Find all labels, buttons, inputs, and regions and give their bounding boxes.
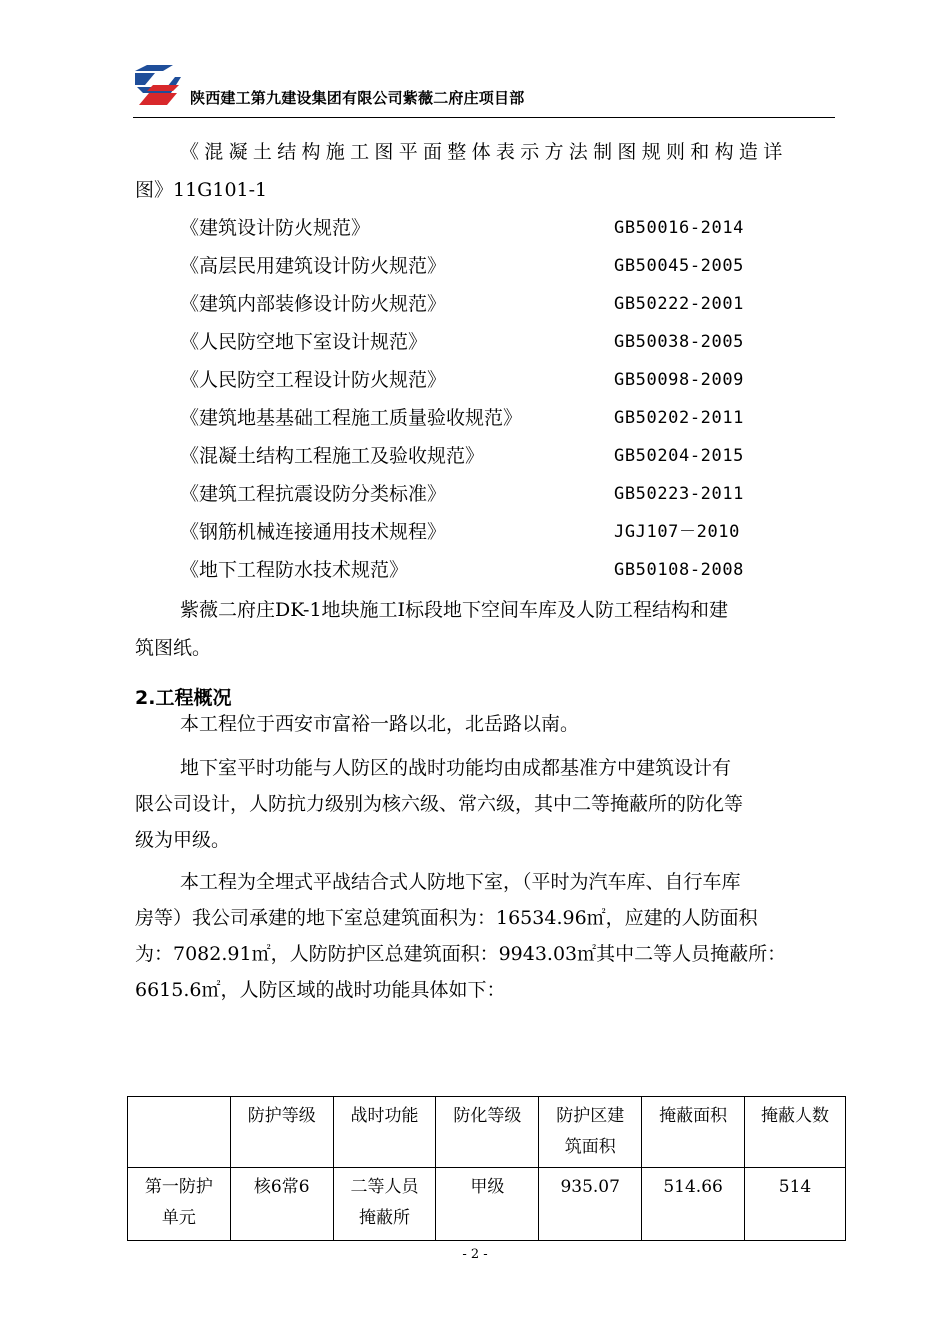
section-heading: 2.工程概况 [135, 687, 232, 709]
reference-title: 《混凝土结构工程施工及验收规范》 [180, 445, 485, 467]
reference-intro-line1: 《混凝土结构施工图平面整体表示方法制图规则和构造详 [180, 141, 788, 163]
drawings-line2: 筑图纸。 [135, 637, 212, 659]
cell-unit-l2: 单元 [161, 1208, 196, 1228]
page-header [133, 63, 833, 117]
reference-code: JGJ107－2010 [614, 522, 740, 542]
reference-title: 《建筑工程抗震设防分类标准》 [180, 483, 447, 505]
paragraph-design-line2: 限公司设计，人防抗力级别为核六级、常六级，其中二等掩蔽所的防化等 [135, 793, 744, 815]
cell-grade: 核6常6 [230, 1168, 333, 1241]
reference-code: GB50204-2015 [614, 446, 745, 466]
paragraph-location: 本工程位于西安市富裕一路以北，北岳路以南。 [180, 713, 580, 735]
header-cell-wartime-function: 战时功能 [333, 1097, 436, 1168]
header-cell-empty [128, 1097, 231, 1168]
reference-title: 《钢筋机械连接通用技术规程》 [180, 521, 447, 543]
reference-code: GB50202-2011 [614, 408, 745, 428]
reference-intro-line2: 图》11G101-1 [135, 179, 268, 201]
reference-title: 《高层民用建筑设计防火规范》 [180, 255, 447, 277]
cell-people: 514 [745, 1168, 846, 1241]
reference-code: GB50222-2001 [614, 294, 745, 314]
reference-code: GB50045-2005 [614, 256, 745, 276]
drawings-line1: 紫薇二府庄DK-1地块施工I标段地下空间车库及人防工程结构和建 [180, 599, 729, 621]
reference-code: GB50108-2008 [614, 560, 745, 580]
paragraph-area-line4: 6615.6㎡，人防区域的战时功能具体如下： [135, 979, 506, 1001]
company-logo-icon [133, 63, 183, 107]
reference-code: GB50223-2011 [614, 484, 745, 504]
reference-title: 《人民防空工程设计防火规范》 [180, 369, 447, 391]
paragraph-area-line3: 为：7082.91㎡，人防防护区总建筑面积：9943.03㎡其中二等人员掩蔽所： [135, 943, 787, 965]
reference-title: 《建筑设计防火规范》 [180, 217, 371, 239]
header-divider [133, 117, 835, 118]
cell-function [333, 1168, 436, 1241]
civil-defense-table [127, 1096, 846, 1241]
table-row [128, 1168, 846, 1241]
reference-title: 《人民防空地下室设计规范》 [180, 331, 428, 353]
paragraph-area-line2: 房等）我公司承建的地下室总建筑面积为：16534.96㎡，应建的人防面积 [135, 907, 758, 929]
paragraph-area-line1: 本工程为全埋式平战结合式人防地下室，（平时为汽车库、自行车库 [180, 871, 741, 893]
cell-function-l2: 掩蔽所 [359, 1208, 411, 1228]
reference-code: GB50016-2014 [614, 218, 745, 238]
company-name: 陕西建工第九建设集团有限公司紫薇二府庄项目部 [190, 89, 525, 107]
reference-code: GB50038-2005 [614, 332, 745, 352]
header-cell-chem-grade: 防化等级 [436, 1097, 539, 1168]
reference-title: 《建筑地基基础工程施工质量验收规范》 [180, 407, 523, 429]
header-cell-protected-area-l1: 防护区建 [556, 1106, 625, 1126]
table-header-row [128, 1097, 846, 1168]
reference-title: 《建筑内部装修设计防火规范》 [180, 293, 447, 315]
paragraph-design-line1: 地下室平时功能与人防区的战时功能均由成都基准方中建筑设计有 [180, 757, 732, 779]
cell-unit [128, 1168, 231, 1241]
cell-function-l1: 二等人员 [350, 1177, 419, 1197]
cell-unit-l1: 第一防护 [144, 1177, 213, 1197]
header-cell-protection-grade: 防护等级 [230, 1097, 333, 1168]
header-cell-shelter-area: 掩蔽面积 [642, 1097, 745, 1168]
header-cell-protected-area-l2: 筑面积 [564, 1137, 616, 1157]
paragraph-design-line3: 级为甲级。 [135, 829, 231, 851]
page-number: - 2 - [462, 1247, 488, 1262]
header-cell-shelter-people: 掩蔽人数 [745, 1097, 846, 1168]
cell-chem: 甲级 [436, 1168, 539, 1241]
reference-code: GB50098-2009 [614, 370, 745, 390]
cell-area: 935.07 [539, 1168, 642, 1241]
cell-shelter-area: 514.66 [642, 1168, 745, 1241]
reference-title: 《地下工程防水技术规范》 [180, 559, 409, 581]
header-cell-protected-area [539, 1097, 642, 1168]
